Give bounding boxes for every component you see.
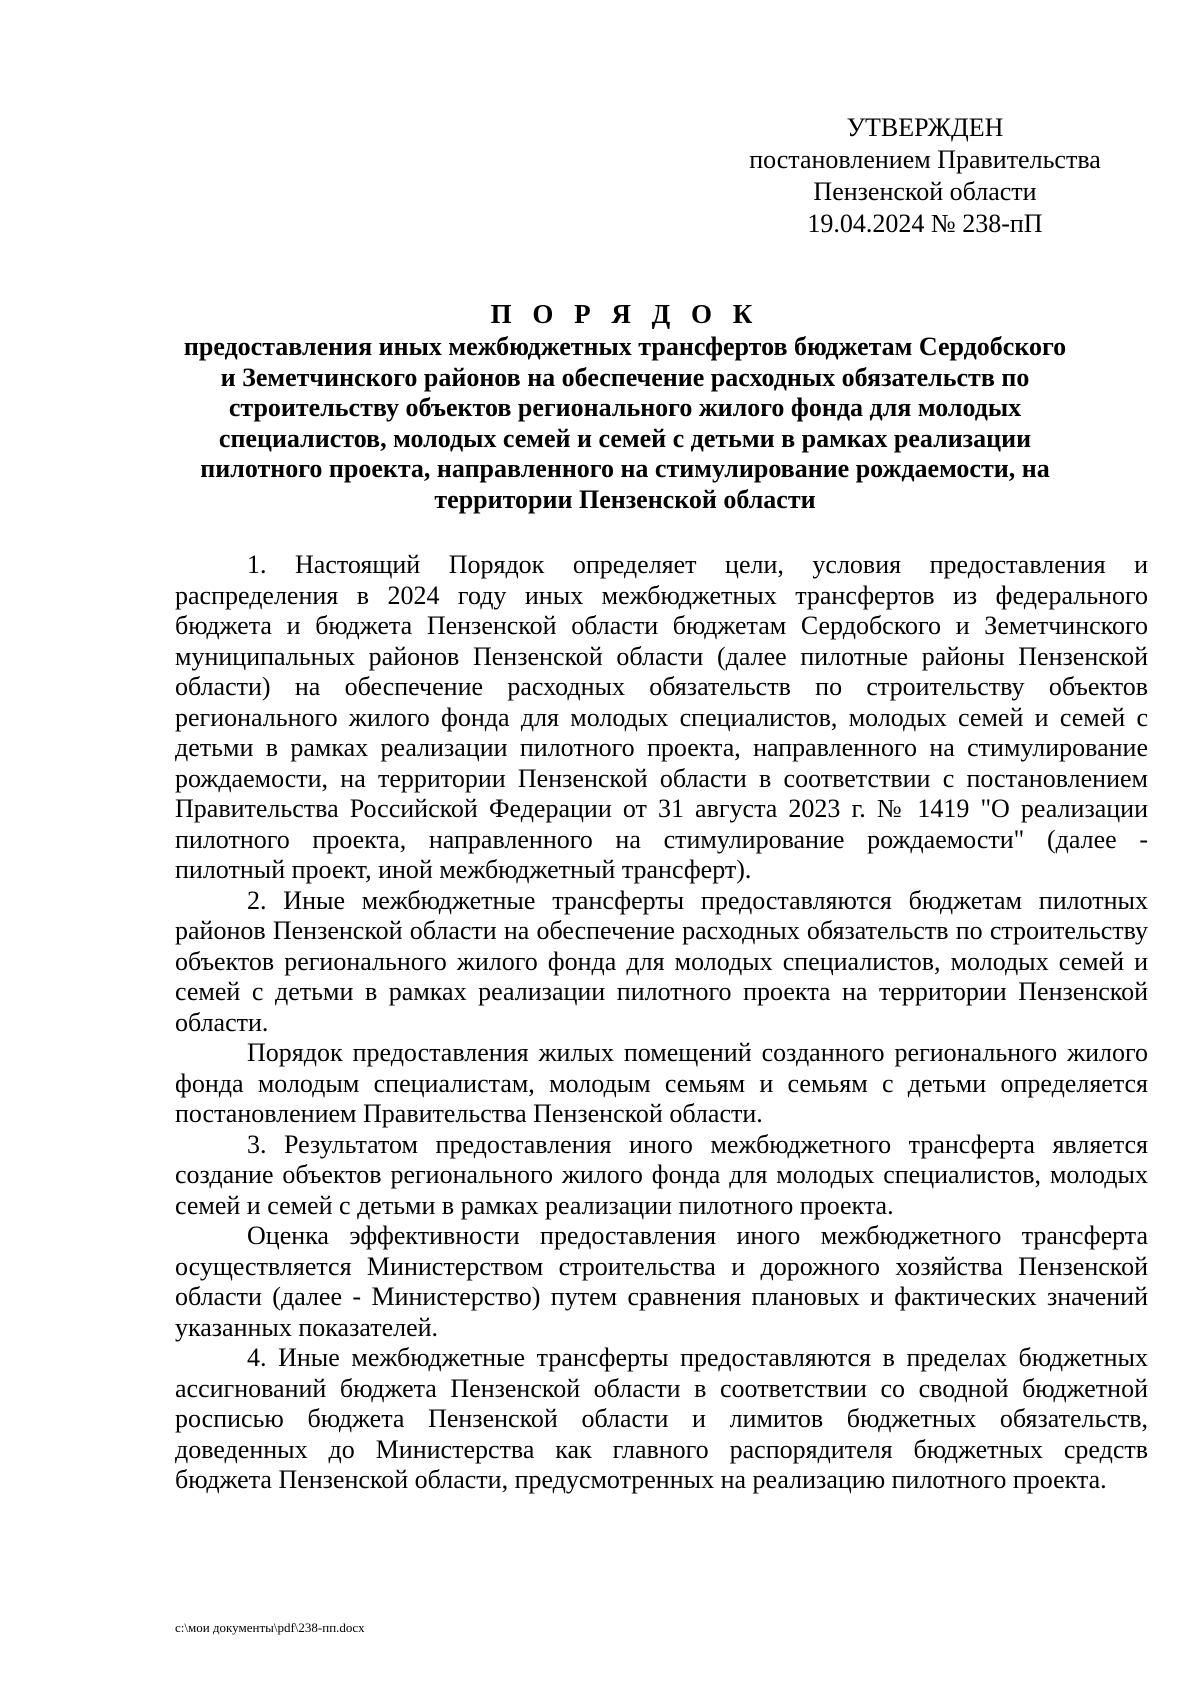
approval-region: Пензенской области [813, 177, 1037, 206]
document-title: П О Р Я Д О К [490, 299, 760, 329]
paragraph-3: 3. Результатом предоставления иного межбюджетного трансферта является создание объектов регионального жилого фонда для молодых специалистов, молодых семей и семей с детьми в рамках реализации пилотного проекта. [175, 1129, 1148, 1220]
document-title-block [175, 298, 1075, 515]
paragraph-2: 2. Иные межбюджетные трансферты предоставляются бюджетам пилотных районов Пензенской области на обеспечение расходных обязательств по строительству объектов регионального жилого фонда для молодых специалистов, молодых семей и семей с детьми в рамках реализации пилотного проекта на территории Пензенской области. [175, 885, 1148, 1037]
approval-status: УТВЕРЖДЕН [846, 113, 1004, 142]
document-subtitle: предоставления иных межбюджетных трансфертов бюджетам Сердобского и Земетчинского районов на обеспечение расходных обязательств по строительству объектов регионального жилого фонда для молодых специалистов, молодых семей и семей с детьми в рамках реализации пилотного проекта, направленного на стимулирование рождаемости, на территории Пензенской области [183, 332, 1067, 514]
paragraph-1: 1. Настоящий Порядок определяет цели, условия предоставления и распределения в 2024 году иных межбюджетных трансфертов из федерального бюджета и бюджета Пензенской области бюджетам Сердобского и Земетчинского муниципальных районов Пензенской области (далее пилотные районы Пензенской области) на обеспечение расходных обязательств по строительству объектов регионального жилого фонда для молодых специалистов, молодых семей и семей с детьми в рамках реализации пилотного проекта, направленного на стимулирование рождаемости, на территории Пензенской области в соответствии с постановлением Правительства Российской Федерации от 31 августа 2023 г. № 1419 "О реализации пилотного проекта, направленного на стимулирование рождаемости" (далее - пилотный проект, иной межбюджетный трансферт). [175, 550, 1148, 884]
document-body [175, 550, 1148, 1496]
paragraph-3-cont: Оценка эффективности предоставления иного межбюджетного трансферта осуществляется Министерством строительства и дорожного хозяйства Пензенской области (далее - Министерство) путем сравнения плановых и фактических значений указанных показателей. [175, 1221, 1148, 1342]
paragraph-4: 4. Иные межбюджетные трансферты предоставляются в пределах бюджетных ассигнований бюджета Пензенской области в соответствии со сводной бюджетной росписью бюджета Пензенской области и лимитов бюджетных обязательств, доведенных до Министерства как главного распорядителя бюджетных средств бюджета Пензенской области, предусмотренных на реализацию пилотного проекта. [175, 1343, 1148, 1494]
approval-authority: постановлением Правительства [749, 145, 1101, 174]
approval-stamp [700, 112, 1150, 240]
paragraph-2-cont: Порядок предоставления жилых помещений созданного регионального жилого фонда молодым специалистам, молодым семьям и семьям с детьми определяется постановлением Правительства Пензенской области. [175, 1038, 1148, 1128]
file-path-footer: c:\мои документы\pdf\238-пп.docx [175, 1620, 365, 1635]
approval-date-number: 19.04.2024 № 238-пП [807, 209, 1043, 238]
